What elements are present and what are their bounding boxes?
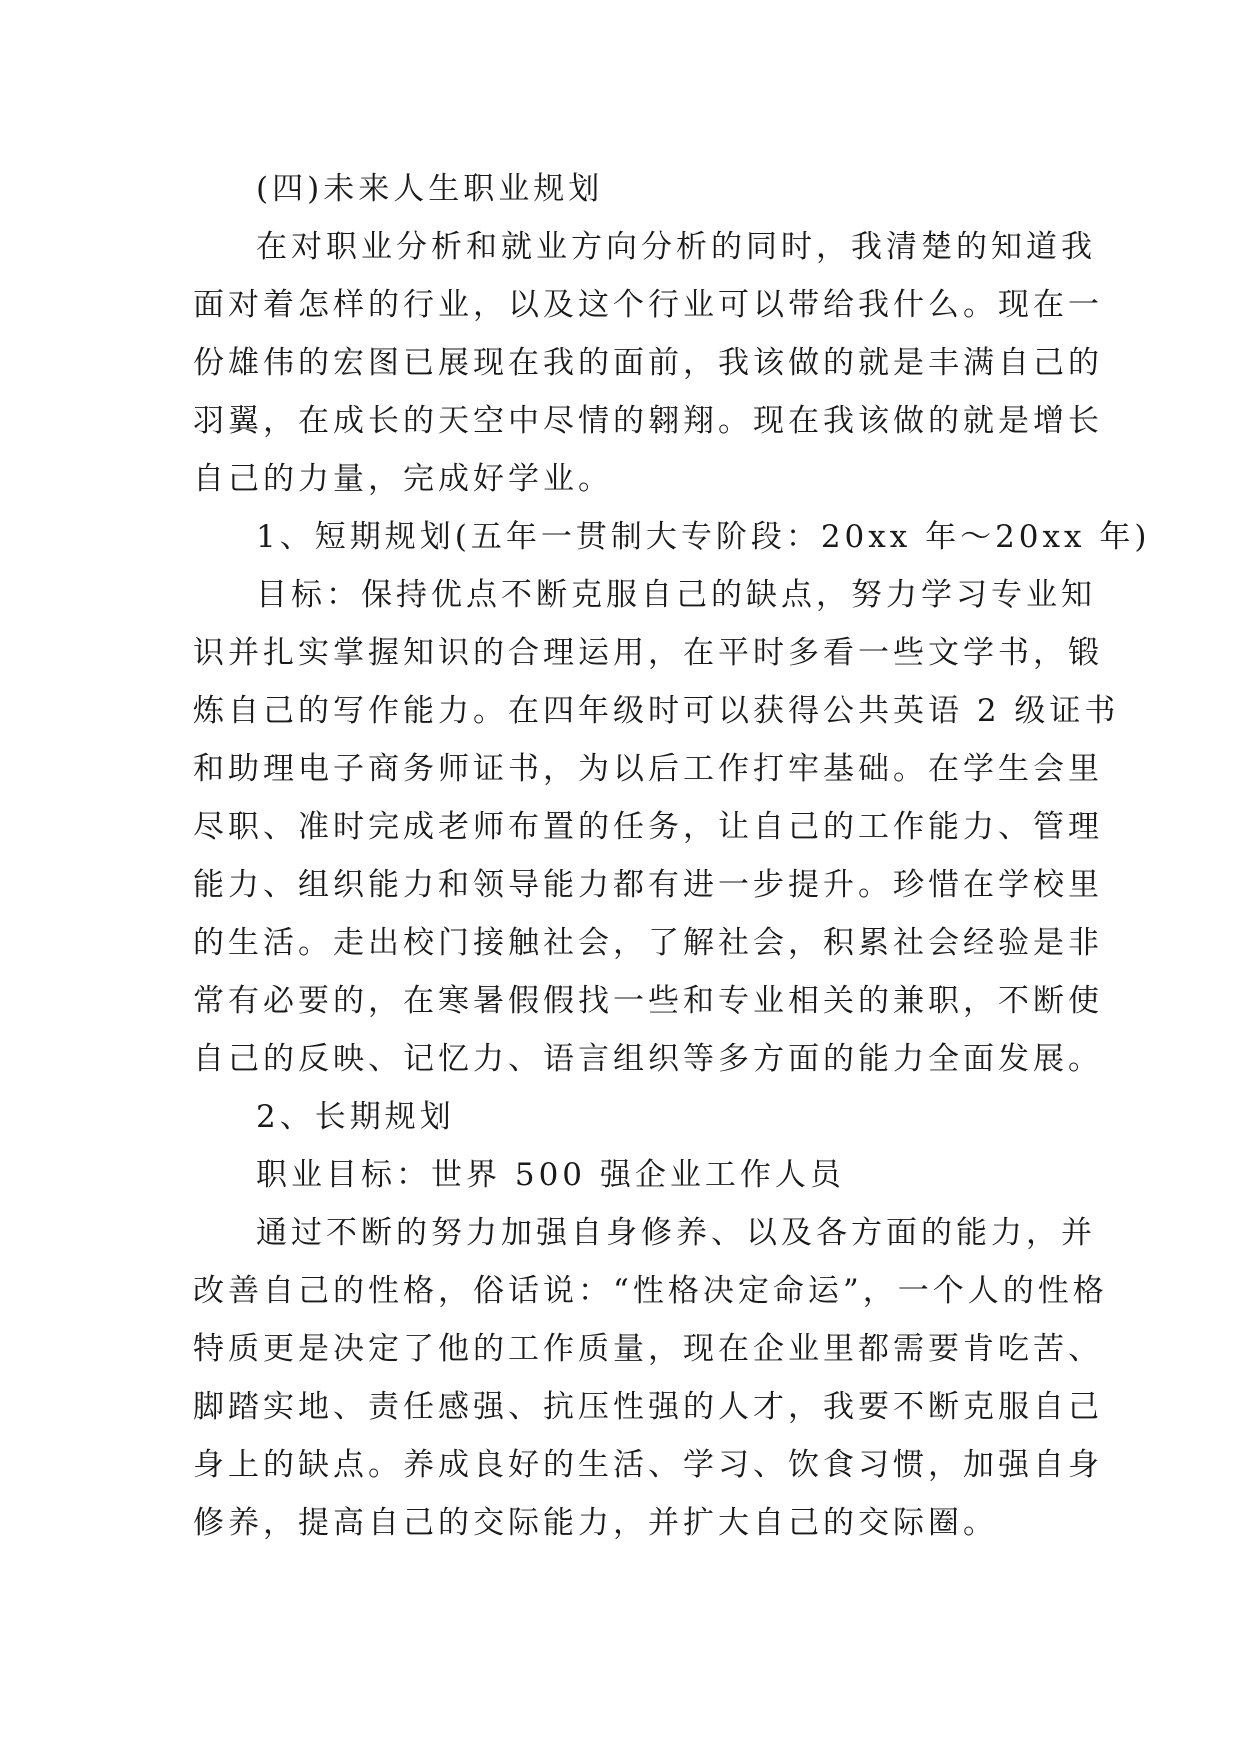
text-line: 面对着怎样的行业，以及这个行业可以带给我什么。现在一 (193, 287, 1103, 323)
text-line: 在对职业分析和就业方向分析的同时，我清楚的知道我 (256, 229, 1096, 265)
career-goal-line: 职业目标：世界 500 强企业工作人员 (256, 1157, 845, 1193)
subheading-short-term: 1、短期规划(五年一贯制大专阶段：20xx 年～20xx 年) (256, 519, 1151, 555)
text-line: 修养，提高自己的交际能力，并扩大自己的交际圈。 (193, 1505, 998, 1541)
text-line: 常有必要的，在寒暑假假找一些和专业相关的兼职，不断使 (193, 983, 1103, 1019)
section-heading: (四)未来人生职业规划 (256, 171, 604, 207)
text-line: 通过不断的努力加强自身修养、以及各方面的能力，并 (256, 1215, 1096, 1251)
text-line: 目标：保持优点不断克服自己的缺点，努力学习专业知 (256, 577, 1096, 613)
subheading-long-term: 2、长期规划 (256, 1099, 455, 1135)
text-line: 脚踏实地、责任感强、抗压性强的人才，我要不断克服自己 (193, 1389, 1103, 1425)
text-line: 特质更是决定了他的工作质量，现在企业里都需要肯吃苦、 (193, 1331, 1103, 1367)
text-line: 和助理电子商务师证书，为以后工作打牢基础。在学生会里 (193, 751, 1103, 787)
text-line: 识并扎实掌握知识的合理运用，在平时多看一些文学书，锻 (193, 635, 1103, 671)
text-line: 改善自己的性格，俗话说：“性格决定命运”，一个人的性格 (193, 1273, 1108, 1309)
text-line: 尽职、准时完成老师布置的任务，让自己的工作能力、管理 (193, 809, 1103, 845)
text-line: 自己的力量，完成好学业。 (193, 461, 613, 497)
text-line: 份雄伟的宏图已展现在我的面前，我该做的就是丰满自己的 (193, 345, 1103, 381)
text-line: 身上的缺点。养成良好的生活、学习、饮食习惯，加强自身 (193, 1447, 1103, 1483)
text-line: 能力、组织能力和领导能力都有进一步提升。珍惜在学校里 (193, 867, 1103, 903)
text-line: 自己的反映、记忆力、语言组织等多方面的能力全面发展。 (193, 1041, 1103, 1077)
text-line: 羽翼，在成长的天空中尽情的翱翔。现在我该做的就是增长 (193, 403, 1103, 439)
text-line: 的生活。走出校门接触社会，了解社会，积累社会经验是非 (193, 925, 1103, 961)
document-body (193, 160, 1151, 1552)
text-line: 炼自己的写作能力。在四年级时可以获得公共英语 2 级证书 (193, 693, 1120, 729)
